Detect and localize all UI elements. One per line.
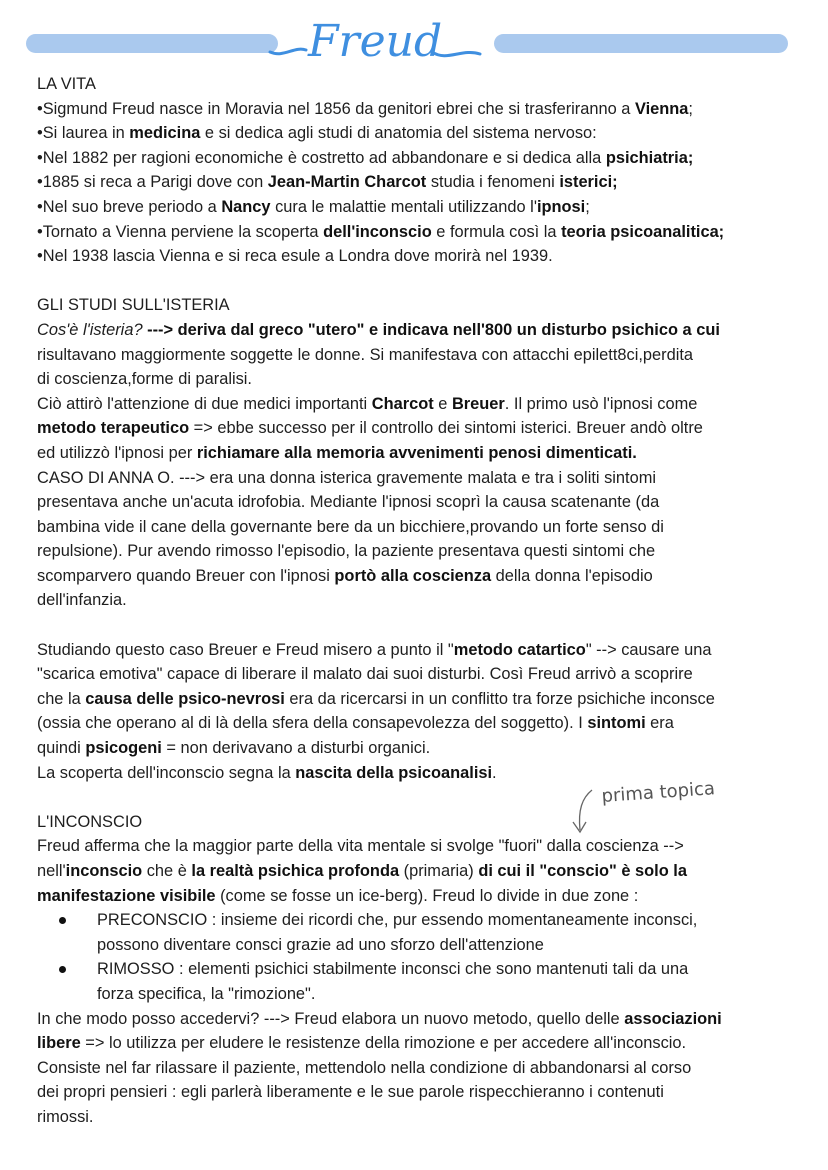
handwritten-annotation [568,776,768,840]
text-run: •Nel 1882 per ragioni economiche è costretto ad abbandonare e si dedica alla [37,148,606,167]
text-line [37,367,812,392]
bold-text: isterici; [559,173,618,192]
text-run: di coscienza,forme di paralisi. [37,370,252,389]
text-line [37,638,812,663]
bold-text: sintomi [587,714,646,733]
document-body [37,72,812,1130]
bold-text: medicina [129,124,201,143]
bold-text: metodo catartico [453,640,586,659]
svg-text:prima topica: prima topica [600,778,716,807]
text-run: ; [688,99,693,118]
text-run: •Si laurea in [37,124,130,143]
text-run: era [645,714,674,733]
text-run: Consiste nel far rilassare il paziente, mettendolo nella condizione di abbandonarsi al corso [37,1058,692,1077]
text-run: Cos'è l'isteria? [37,320,143,339]
header-decoration-right [494,34,788,53]
text-line [37,220,812,245]
bold-text: la realtà psichica profonda [191,862,400,880]
text-line [37,564,812,589]
text-run: La scoperta dell'inconscio segna la [37,763,296,782]
bold-text: causa delle psico-nevrosi [85,689,285,708]
text-run: e formula così la [431,222,562,241]
text-line [37,711,812,736]
bullet-text: PRECONSCIO : insieme dei ricordi che, pur essendo momentaneamente inconsci, [97,911,698,930]
text-line [37,343,812,368]
text-line [37,441,812,466]
text-run: rimossi. [37,1107,94,1126]
text-run: "scarica emotiva" capace di liberare il malato dai suoi disturbi. Così Freud arrivò a scoprire [37,665,693,684]
text-run: CASO DI ANNA O. ---> era una donna isterica gravemente malata e tra i soliti sintomi [37,468,657,487]
bold-text: dell'inconscio [323,222,432,241]
section-heading: GLI STUDI SULL'ISTERIA [37,296,230,315]
section-metodo-catartico [37,638,812,786]
text-run: scomparvero quando Breuer con l'ipnosi [37,566,335,585]
text-run: •Nel suo breve periodo a [37,197,222,216]
text-run: => ebbe successo per il controllo dei sintomi isterici. Breuer andò oltre [189,419,703,438]
text-line [37,859,812,884]
page-title [262,4,492,76]
bold-text: metodo terapeutico [37,419,190,438]
text-run: risultavano maggiormente soggette le donne. Si manifestava con attacchi epilett8ci,perdita [37,345,694,364]
bullet-icon [59,966,66,973]
text-line [37,588,812,613]
bold-text: psicogeni [85,739,162,758]
text-line [37,416,812,441]
text-line [37,146,812,171]
text-run: => lo utilizza per eludere le resistenze della rimozione e per accedere all'inconscio. [80,1034,687,1053]
section-heading: LA VITA [37,75,96,93]
text-run: che è [142,862,192,880]
bold-text: richiamare alla memoria avvenimenti penosi dimenticati. [196,443,637,462]
text-line [37,392,812,417]
bold-text: Nancy [221,197,271,216]
text-line [37,736,812,761]
text-run: . Il primo usò l'ipnosi come [504,394,698,413]
text-line [37,97,812,122]
text-run: studia i fenomeni [426,173,560,192]
text-run: era da ricercarsi in un conflitto tra forze psichiche inconsce [284,689,715,708]
bold-text: teoria psicoanalitica; [561,222,725,241]
text-run: e si dedica agli studi di anatomia del sistema nervoso: [200,124,597,143]
text-run: e [433,394,452,413]
text-run: (come se fosse un ice-berg). Freud lo divide in due zone : [215,886,639,905]
text-line [37,318,812,343]
section-heading: L'INCONSCIO [37,812,143,831]
text-run: " --> causare una [585,640,712,659]
text-run: •Nel 1938 lascia Vienna e si reca esule a Londra dove morirà nel 1939. [37,247,553,266]
text-line [37,1080,812,1105]
text-run: ; [585,197,590,216]
bold-text: inconscio [65,862,143,880]
bold-text: Breuer [451,394,505,413]
text-run: = non derivavano a disturbi organici. [161,739,431,758]
header-decoration-left [26,34,278,53]
text-run: Ciò attirò l'attenzione di due medici importanti [37,394,372,413]
text-run: (primaria) [399,862,479,880]
section-inconscio [37,810,812,1130]
text-line [37,539,812,564]
bullet-icon [59,917,66,924]
text-line [37,466,812,491]
bold-text: Vienna [634,99,689,118]
text-line [37,884,812,909]
bold-text: associazioni [624,1009,722,1028]
text-run: che la [37,689,86,708]
text-run: In che modo posso accedervi? ---> Freud elabora un nuovo metodo, quello delle [37,1009,625,1028]
text-line [37,662,812,687]
text-line [37,244,812,269]
text-run: Studiando questo caso Breuer e Freud misero a punto il " [37,640,454,659]
text-line [37,1105,812,1130]
text-run: (ossia che operano al di là della sfera della consapevolezza del soggetto). I [37,714,588,733]
section-studi-isteria [37,293,812,613]
bold-text: libere [37,1034,81,1053]
text-line [37,195,812,220]
text-run: della donna l'episodio [491,566,653,585]
section-la-vita [37,72,812,269]
bold-text: di cui il "conscio" è solo la [478,862,687,880]
bold-text: ---> deriva dal greco "utero" e indicava nell'800 un disturbo psichico a cui [142,320,720,339]
bold-text: portò alla coscienza [334,566,492,585]
text-line [37,1056,812,1081]
bold-text: manifestazione visibile [37,886,216,905]
text-run: •Tornato a Vienna perviene la scoperta [37,222,324,241]
text-run: ed utilizzò l'ipnosi per [37,443,197,462]
text-line [37,121,812,146]
text-run: nell' [37,862,66,880]
text-line [37,687,812,712]
text-line [37,170,812,195]
text-line [37,515,812,540]
text-line [37,1007,812,1032]
text-run: . [492,763,497,782]
bullet-continuation: possono diventare consci grazie ad uno sforzo dell'attenzione [97,935,544,954]
bullet-text: RIMOSSO : elementi psichici stabilmente inconsci che sono mantenuti tali da una [97,960,689,979]
bold-text: ipnosi [536,197,586,216]
text-line [37,1031,812,1056]
bold-text: psichiatria; [605,148,694,167]
bold-text: nascita della psicoanalisi [295,763,493,782]
text-run: bambina vide il cane della governante bere da un bicchiere,provando un forte senso di [37,517,664,536]
bullet-continuation: forza specifica, la "rimozione". [97,984,316,1003]
text-run: dell'infanzia. [37,591,127,610]
text-run: •Sigmund Freud nasce in Moravia nel 1856 da genitori ebrei che si trasferiranno a [37,99,635,118]
text-line [37,490,812,515]
text-run: dei propri pensieri : egli parlerà liberamente e le sue parole rispecchieranno i contenuti [37,1083,664,1102]
text-run: presentava anche un'acuta idrofobia. Mediante l'ipnosi scoprì la causa scatenante (da [37,493,660,512]
bullet-item [37,957,812,982]
bold-text: Jean-Martin Charcot [267,173,427,192]
text-run: •1885 si reca a Parigi dove con [37,173,268,192]
bold-text: Charcot [371,394,434,413]
text-run: Freud afferma che la maggior parte della vita mentale si svolge "fuori" dalla coscienza --> [37,837,684,856]
text-run: cura le malattie mentali utilizzando l' [270,197,537,216]
bullet-item [37,908,812,933]
text-run: repulsione). Pur avendo rimosso l'episodio, la paziente presentava questi sintomi che [37,542,656,561]
text-run: quindi [37,739,86,758]
svg-text:Freud: Freud [308,16,443,67]
